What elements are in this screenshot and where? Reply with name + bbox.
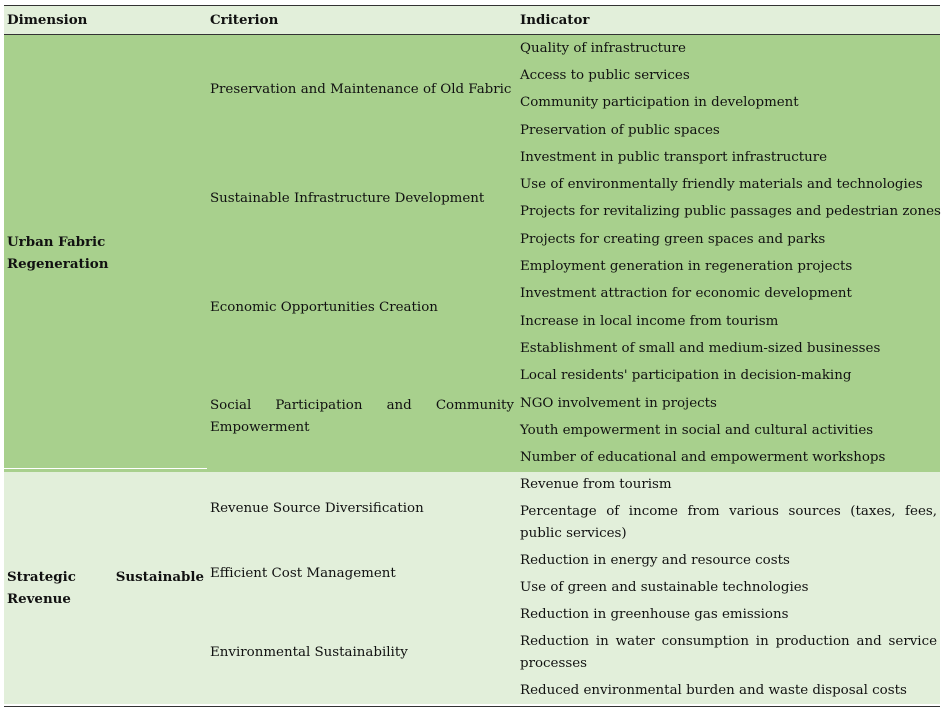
indicator-cell: Access to public services <box>517 62 940 89</box>
criteria-table <box>4 5 940 704</box>
indicator-cell: Increase in local income from tourism <box>517 308 940 335</box>
dimension-line: Revenue <box>7 590 71 607</box>
criterion-cell: Revenue Source Diversification <box>207 472 517 547</box>
group-strategic-revenue <box>4 472 940 704</box>
indicator-cell: Quality of infrastructure <box>517 35 940 63</box>
indicator-cell: Revenue from tourism <box>517 472 940 499</box>
indicator-cell: Establishment of small and medium-sized businesses <box>517 335 940 362</box>
table-row <box>4 35 940 63</box>
table-row <box>4 472 940 499</box>
criterion-cell: Economic Opportunities Creation <box>207 253 517 362</box>
criterion-cell: Preservation and Maintenance of Old Fabric <box>207 35 517 145</box>
indicator-cell: Local residents' participation in decision-making <box>517 363 940 390</box>
criterion-line: Social Participation and Community <box>210 398 514 414</box>
indicator-cell: NGO involvement in projects <box>517 390 940 417</box>
group-urban-fabric <box>4 35 940 472</box>
dimension-cell <box>4 472 207 704</box>
indicator-cell: Reduction in water consumption in production and service processes <box>517 629 940 677</box>
criterion-cell: Environmental Sustainability <box>207 602 517 705</box>
header-criterion: Criterion <box>207 6 517 35</box>
indicator-cell: Community participation in development <box>517 90 940 117</box>
indicator-cell: Reduced environmental burden and waste disposal costs <box>517 677 940 704</box>
indicator-cell: Projects for revitalizing public passages and pedestrian zones <box>517 199 940 226</box>
indicator-cell: Projects for creating green spaces and parks <box>517 226 940 253</box>
criterion-line: Empowerment <box>210 420 310 436</box>
indicator-cell: Use of environmentally friendly materials and technologies <box>517 171 940 198</box>
dimension-line: Strategic Sustainable <box>7 568 204 585</box>
header-row <box>4 6 940 35</box>
indicator-cell: Reduction in greenhouse gas emissions <box>517 602 940 629</box>
dimension-cell: Urban Fabric Regeneration <box>4 35 207 472</box>
criterion-cell: Efficient Cost Management <box>207 547 517 602</box>
criterion-cell: Sustainable Infrastructure Development <box>207 144 517 253</box>
header-indicator: Indicator <box>517 6 940 35</box>
indicator-cell: Number of educational and empowerment workshops <box>517 444 940 471</box>
table-bottom-rule <box>4 706 940 707</box>
indicator-cell: Preservation of public spaces <box>517 117 940 144</box>
indicator-cell: Investment attraction for economic development <box>517 281 940 308</box>
header-dimension: Dimension <box>4 6 207 35</box>
criterion-cell <box>207 363 517 472</box>
indicator-cell: Use of green and sustainable technologies <box>517 574 940 601</box>
indicator-cell: Employment generation in regeneration projects <box>517 253 940 280</box>
indicator-cell: Investment in public transport infrastructure <box>517 144 940 171</box>
indicator-cell: Reduction in energy and resource costs <box>517 547 940 574</box>
indicator-cell: Youth empowerment in social and cultural activities <box>517 417 940 444</box>
indicator-cell: Percentage of income from various sources (taxes, fees, public services) <box>517 499 940 547</box>
group-separator <box>4 468 207 469</box>
